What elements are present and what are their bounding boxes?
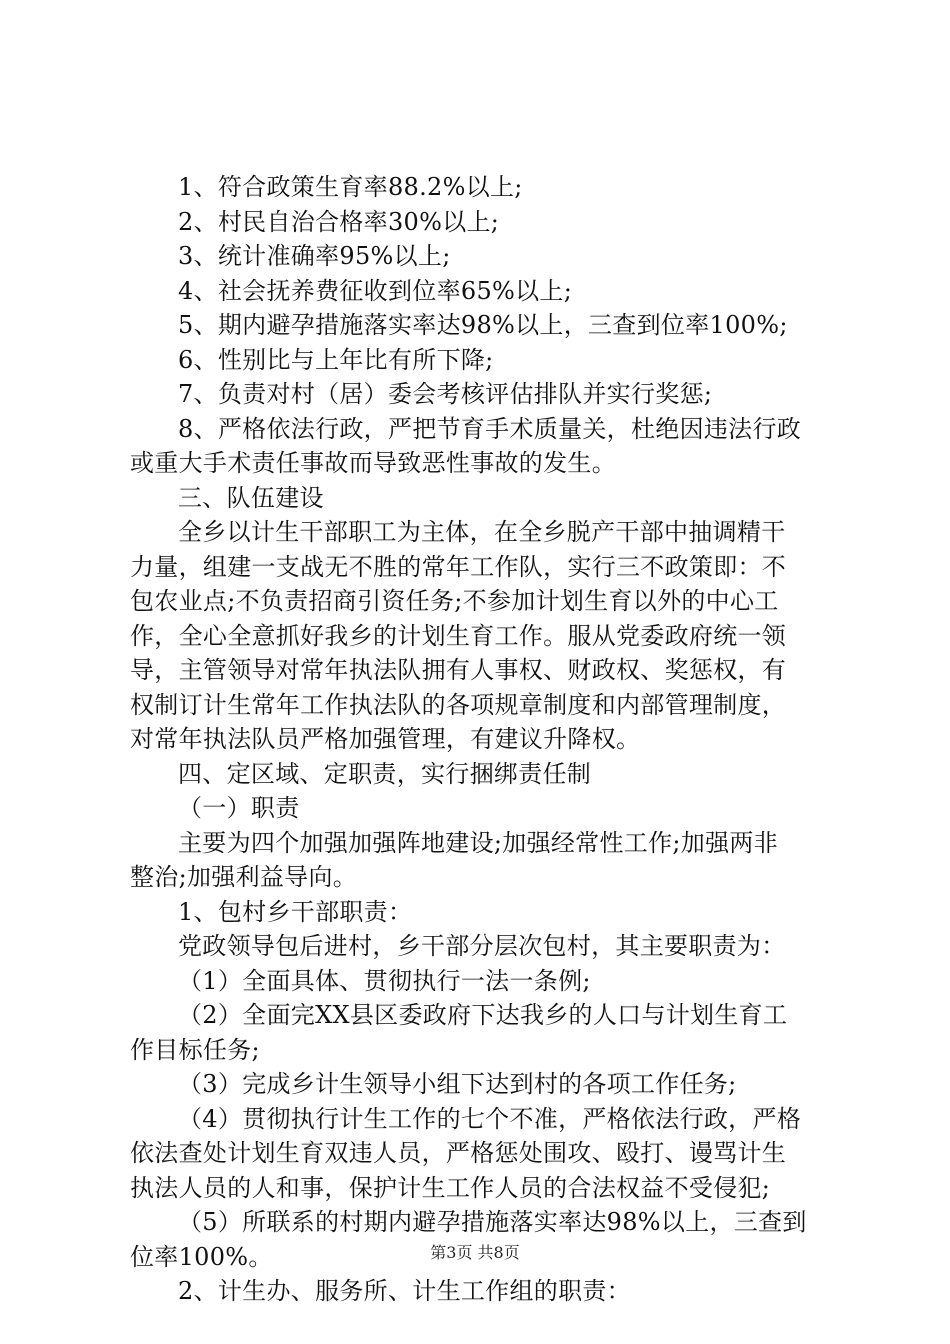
text-line: （4）贯彻执行计生工作的七个不准，严格依法行政，严格: [178, 1104, 802, 1133]
text-line: 权制订计生常年工作执法队的各项规章制度和内部管理制度，: [130, 690, 787, 719]
text-line: 4、社会抚养费征收到位率65%以上;: [178, 276, 573, 305]
text-line: 对常年执法队员严格加强管理，有建议升降权。: [130, 725, 641, 753]
text-line: 8、严格依法行政，严把节育手术质量关，杜绝因违法行政: [178, 414, 802, 443]
text-line: 三、队伍建设: [178, 483, 324, 512]
text-line: 2、村民自治合格率30%以上;: [178, 207, 500, 236]
text-line: 7、负责对村（居）委会考核评估排队并实行奖惩;: [178, 380, 713, 408]
text-line: 导，主管领导对常年执法队拥有人事权、财政权、奖惩权，有: [130, 656, 787, 684]
text-line: 5、期内避孕措施落实率达98%以上，三查到位率100%;: [178, 311, 788, 339]
text-line: 党政领导包后进村，乡干部分层次包村，其主要职责为：: [178, 932, 786, 960]
text-line: 整治;加强利益导向。: [130, 863, 358, 891]
text-line: 执法人员的人和事，保护计生工作人员的合法权益不受侵犯;: [130, 1173, 771, 1202]
text-line: 3、统计准确率95%以上;: [178, 242, 451, 270]
text-line: （一）职责: [178, 794, 300, 822]
text-line: 四、定区域、定职责，实行捆绑责任制: [178, 759, 592, 788]
text-line: 包农业点;不负责招商引资任务;不参加计划生育以外的中心工: [130, 587, 779, 615]
text-line: （5）所联系的村期内避孕措施落实率达98%以上，三查到: [178, 1208, 807, 1236]
text-line: 或重大手术责任事故而导致恶性事故的发生。: [130, 449, 616, 477]
text-line: 依法查处计划生育双违人员，严格惩处围攻、殴打、谩骂计生: [130, 1139, 787, 1167]
text-line: 主要为四个加强加强阵地建设;加强经常性工作;加强两非: [178, 828, 778, 857]
text-line: 作，全心全意抓好我乡的计划生育工作。服从党委政府统一领: [130, 621, 787, 650]
page-footer: 第3页 共8页: [430, 1243, 520, 1262]
text-line: 6、性别比与上年比有所下降;: [178, 345, 494, 374]
text-line: （3）完成乡计生领导小组下达到村的各项工作任务;: [178, 1070, 737, 1098]
text-line: 位率100%。: [130, 1242, 273, 1271]
text-line: 作目标任务;: [130, 1035, 260, 1064]
text-line: （1）全面具体、贯彻执行一法一条例;: [178, 966, 591, 995]
text-line: （2）全面完XX县区委政府下达我乡的人口与计划生育工: [178, 1001, 788, 1029]
text-line: 2、计生办、服务所、计生工作组的职责：: [178, 1277, 631, 1305]
text-line: 力量，组建一支战无不胜的常年工作队，实行三不政策即：不: [130, 552, 787, 581]
text-line: 1、包村乡干部职责：: [178, 897, 413, 926]
document-body: [130, 170, 830, 1309]
text-line: 全乡以计生干部职工为主体，在全乡脱产干部中抽调精干: [178, 518, 786, 546]
text-line: 1、符合政策生育率88.2%以上;: [178, 173, 523, 201]
